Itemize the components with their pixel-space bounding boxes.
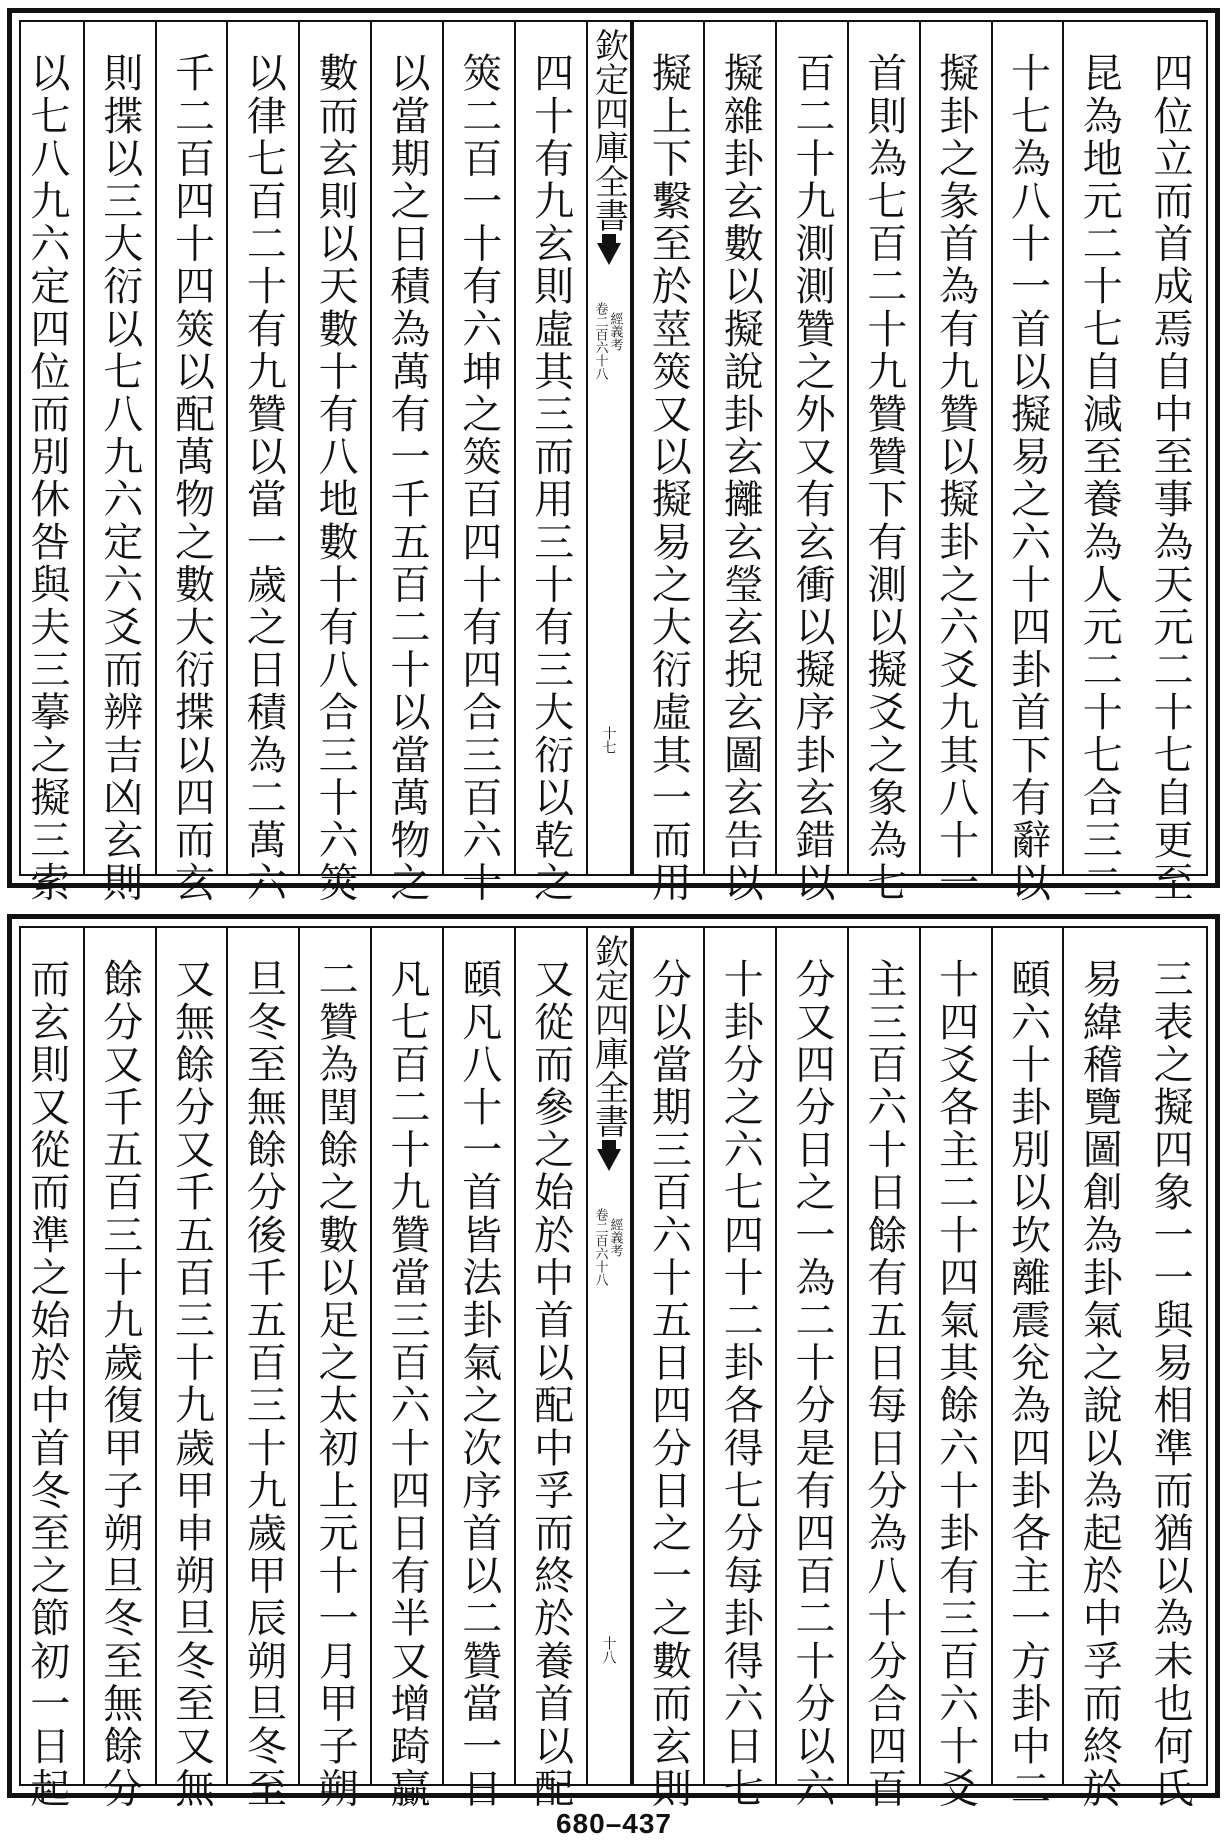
- text-column: [775, 928, 847, 1810]
- column-text: 頤凡八十一首皆法卦氣之次序首以二贊當一日: [455, 958, 502, 1810]
- text-column: [991, 22, 1063, 904]
- text-column: [442, 22, 514, 904]
- bottom-page: [7, 914, 1220, 1810]
- column-text: 分以當期三百六十五日四分日之一之數而玄則: [645, 958, 692, 1810]
- text-column: [775, 22, 847, 904]
- text-column: [298, 928, 370, 1810]
- text-column: [370, 928, 442, 1810]
- column-text: 十卦分之六七四十二卦各得七分每卦得六日七: [717, 958, 764, 1810]
- column-text: 昆為地元二十七自減至養為人元二十七合三二: [1076, 52, 1123, 904]
- leaf-number: 十七: [600, 726, 617, 754]
- text-column: [991, 928, 1063, 1810]
- book-title: 欽定四庫全書: [588, 28, 629, 232]
- column-text: 筴二百一十有六坤之筴百四十有四合三百六十: [455, 52, 502, 904]
- top-page: [7, 8, 1220, 904]
- text-column: [11, 928, 83, 1810]
- column-text: 十七為八十一首以擬易之六十四卦首下有辭以: [1004, 52, 1051, 904]
- column-text: 擬卦之彖首為有九贊以擬卦之六爻九其八十一: [932, 52, 979, 904]
- text-column: [703, 22, 775, 904]
- top-page-frame: [19, 20, 1208, 904]
- column-text: 數而玄則以天數十有八地數十有八合三十六筴: [312, 52, 359, 904]
- text-column: [632, 22, 704, 904]
- bottom-page-frame: [19, 926, 1208, 1810]
- fishtail-mark-icon: [602, 1140, 616, 1180]
- volume-label: 卷二百六十八: [592, 302, 608, 380]
- column-text: 易緯稽覽圖創為卦氣之說以為起於中孚而終於: [1076, 958, 1123, 1810]
- column-text: 旦冬至無餘分後千五百三十九歲甲辰朔旦冬至: [240, 958, 287, 1810]
- text-column: [298, 22, 370, 904]
- column-text: 又從而參之始於中首以配中孚而終於養首以配: [527, 958, 574, 1810]
- column-text: 十四爻各主二十四氣其餘六十卦有三百六十爻: [932, 958, 979, 1810]
- text-column: [83, 22, 155, 904]
- column-text: 而玄則又從而準之始於中首冬至之節初一日起: [23, 958, 70, 1810]
- text-column: [1062, 928, 1134, 1810]
- text-column: [919, 22, 991, 904]
- page-footer-number: 680–437: [555, 1808, 672, 1839]
- text-column: [847, 22, 919, 904]
- text-column: [1134, 928, 1206, 1810]
- column-text: 二贊為閏餘之數以足之太初上元十一月甲子朔: [312, 958, 359, 1810]
- text-column: [370, 22, 442, 904]
- book-name: 經義考: [607, 1218, 623, 1257]
- text-column: [1062, 22, 1134, 904]
- column-text: 四位立而首成焉自中至事為天元二十七自更至: [1147, 52, 1194, 904]
- fishtail-mark-icon: [602, 234, 616, 274]
- column-text: 百二十九測測贊之外又有玄衝以擬序卦玄錯以: [789, 52, 836, 904]
- text-column: [83, 928, 155, 1810]
- text-column: [632, 928, 704, 1810]
- column-text: 分又四分日之一為二十分是有四百二十分以六: [789, 958, 836, 1810]
- column-text: 主三百六十日餘有五日每日分為八十分合四百: [860, 958, 907, 1810]
- text-column: [919, 928, 991, 1810]
- column-text: 則揲以三大衍以七八九六定六爻而辨吉凶玄則: [96, 52, 143, 904]
- text-column: [514, 928, 586, 1810]
- text-column: [703, 928, 775, 1810]
- column-text: 凡七百二十九贊當三百六十四日有半又增踦贏: [383, 958, 430, 1810]
- column-text: 以七八九六定四位而別休咎與夫三摹之擬三索: [23, 52, 70, 904]
- center-fold-column: [586, 22, 632, 874]
- column-text: 三表之擬四象一一與易相準而猶以為未也何氏: [1147, 958, 1194, 1810]
- text-column: [847, 928, 919, 1810]
- column-text: 頤六十卦別以坎離震兊為四卦各主一方卦中二: [1004, 958, 1051, 1810]
- text-column: [442, 928, 514, 1810]
- text-column: [155, 928, 227, 1810]
- text-column: [514, 22, 586, 904]
- column-text: 千二百四十四筴以配萬物之數大衍揲以四而玄: [168, 52, 215, 904]
- text-column: [11, 22, 83, 904]
- volume-label: 卷二百六十八: [592, 1208, 608, 1286]
- book-title: 欽定四庫全書: [588, 934, 629, 1138]
- column-text: 首則為七百二十九贊贊下有測以擬爻之象為七: [860, 52, 907, 904]
- text-column: [226, 22, 298, 904]
- column-text: 擬雜卦玄數以擬說卦玄攡玄瑩玄掜玄圖玄告以: [717, 52, 764, 904]
- center-fold-column: [586, 928, 632, 1784]
- column-text: 又無餘分又千五百三十九歲甲申朔旦冬至又無: [168, 958, 215, 1810]
- text-column: [1134, 22, 1206, 904]
- column-text: 擬上下繫至於莖筴又以擬易之大衍虛其一而用: [645, 52, 692, 904]
- column-text: 四十有九玄則虛其三而用三十有三大衍以乾之: [527, 52, 574, 904]
- column-text: 以當期之日積為萬有一千五百二十以當萬物之: [383, 52, 430, 904]
- text-column: [155, 22, 227, 904]
- book-name: 經義考: [607, 312, 623, 351]
- text-column: [226, 928, 298, 1810]
- column-text: 以律七百二十有九贊以當一歲之日積為二萬六: [240, 52, 287, 904]
- column-text: 餘分又千五百三十九歲復甲子朔旦冬至無餘分: [96, 958, 143, 1810]
- leaf-number: 十八: [600, 1636, 617, 1664]
